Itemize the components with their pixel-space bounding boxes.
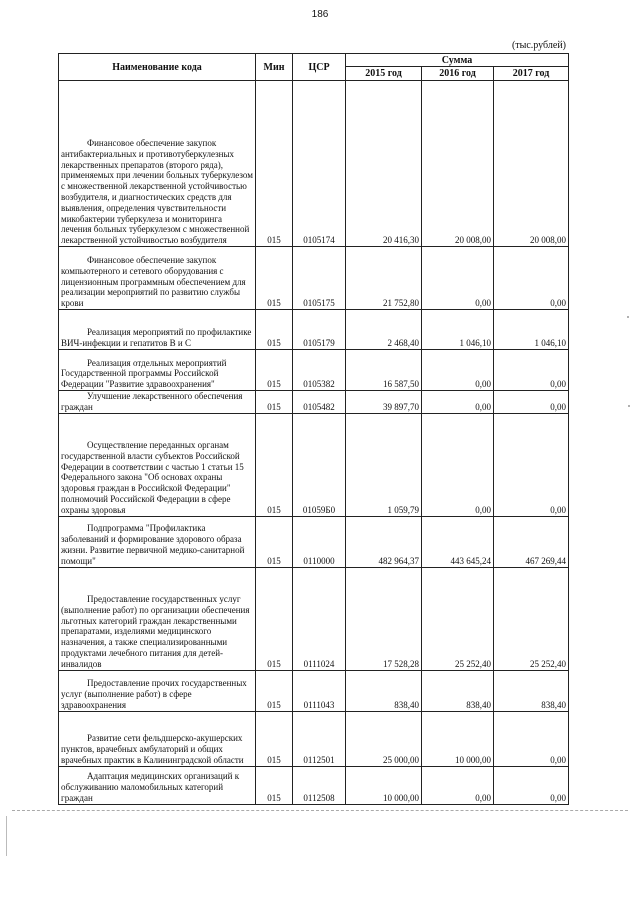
header-min: Мин <box>256 54 293 81</box>
row-sum-2015: 21 752,80 <box>346 247 422 310</box>
row-min: 015 <box>256 391 293 414</box>
row-min: 015 <box>256 516 293 567</box>
row-csr: 0105174 <box>293 81 346 247</box>
header-year-2017: 2017 год <box>494 67 569 81</box>
row-name: Подпрограмма "Профилактика заболеваний и формирование здорового образа жизни. Развитие первичной медико-санитарной помощи" <box>59 516 256 567</box>
row-sum-2016: 0,00 <box>422 350 494 391</box>
row-min: 015 <box>256 413 293 516</box>
row-sum-2017: 25 252,40 <box>494 567 569 670</box>
units-label: (тыс.рублей) <box>511 40 566 51</box>
row-sum-2015: 838,40 <box>346 670 422 711</box>
row-sum-2015: 10 000,00 <box>346 766 422 804</box>
row-min: 015 <box>256 81 293 247</box>
header-name: Наименование кода <box>59 54 256 81</box>
row-csr: 0105382 <box>293 350 346 391</box>
row-csr: 0112508 <box>293 766 346 804</box>
row-min: 015 <box>256 310 293 350</box>
row-sum-2017: 467 269,44 <box>494 516 569 567</box>
row-csr: 0110000 <box>293 516 346 567</box>
row-sum-2016: 1 046,10 <box>422 310 494 350</box>
row-sum-2016: 10 000,00 <box>422 711 494 766</box>
header-sum: Сумма <box>346 54 569 67</box>
budget-table <box>58 53 569 805</box>
row-name: Улучшение лекарственного обеспечения граждан <box>59 391 256 414</box>
table-row <box>59 391 569 414</box>
row-csr: 0105482 <box>293 391 346 414</box>
row-min: 015 <box>256 567 293 670</box>
scan-edge-mark <box>6 816 7 856</box>
page-number: 186 <box>311 9 329 20</box>
table-row <box>59 567 569 670</box>
row-sum-2015: 1 059,79 <box>346 413 422 516</box>
row-csr: 0105175 <box>293 247 346 310</box>
row-sum-2015: 16 587,50 <box>346 350 422 391</box>
row-min: 015 <box>256 350 293 391</box>
table-row <box>59 766 569 804</box>
row-name: Реализация отдельных мероприятий Государственной программы Российской Федерации "Развитие здравоохранения" <box>59 350 256 391</box>
scan-speck <box>628 405 630 407</box>
row-sum-2016: 0,00 <box>422 247 494 310</box>
table-row <box>59 310 569 350</box>
row-sum-2016: 25 252,40 <box>422 567 494 670</box>
row-csr: 0112501 <box>293 711 346 766</box>
row-sum-2015: 20 416,30 <box>346 81 422 247</box>
row-sum-2016: 0,00 <box>422 413 494 516</box>
row-csr: 0111043 <box>293 670 346 711</box>
row-name: Развитие сети фельдшерско-акушерских пунктов, врачебных амбулаторий и общих врачебных практик в Калининградской области <box>59 711 256 766</box>
page-fold-line <box>12 810 628 811</box>
row-sum-2017: 0,00 <box>494 766 569 804</box>
table-body <box>59 81 569 805</box>
row-name: Реализация мероприятий по профилактике ВИЧ-инфекции и гепатитов В и С <box>59 310 256 350</box>
table-row <box>59 670 569 711</box>
row-sum-2017: 0,00 <box>494 391 569 414</box>
row-sum-2015: 25 000,00 <box>346 711 422 766</box>
row-name: Финансовое обеспечение закупок компьютерного и сетевого оборудования с лицензионным программным обеспечением для реализации мероприятий по развитию службы крови <box>59 247 256 310</box>
row-sum-2017: 20 008,00 <box>494 81 569 247</box>
row-csr: 0105179 <box>293 310 346 350</box>
row-sum-2015: 482 964,37 <box>346 516 422 567</box>
scan-speck <box>627 316 629 318</box>
row-min: 015 <box>256 766 293 804</box>
row-sum-2017: 0,00 <box>494 413 569 516</box>
table-row <box>59 516 569 567</box>
row-sum-2016: 0,00 <box>422 766 494 804</box>
table-row <box>59 247 569 310</box>
row-sum-2017: 838,40 <box>494 670 569 711</box>
row-sum-2016: 838,40 <box>422 670 494 711</box>
row-sum-2017: 0,00 <box>494 711 569 766</box>
row-name: Предоставление прочих государственных услуг (выполнение работ) в сфере здравоохранения <box>59 670 256 711</box>
row-min: 015 <box>256 670 293 711</box>
row-sum-2017: 0,00 <box>494 350 569 391</box>
row-sum-2016: 443 645,24 <box>422 516 494 567</box>
row-name: Осуществление переданных органам государственной власти субъектов Российской Федерации в соответствии с частью 1 статьи 15 Федерального закона "Об основах охраны здоровья граждан в Российской Федерации" полномочий Российской Федерации в сфере охраны здоровья <box>59 413 256 516</box>
row-sum-2016: 0,00 <box>422 391 494 414</box>
table-row <box>59 711 569 766</box>
header-csr: ЦСР <box>293 54 346 81</box>
row-min: 015 <box>256 247 293 310</box>
row-name: Финансовое обеспечение закупок антибактериальных и противотуберкулезных лекарственных препаратов (второго ряда), применяемых при лечении больных туберкулезом с множественной лекарственной устойчивостью возбудителя, и диагностических средств для выявления, определения чувствительности микобактерии туберкулеза и мониторинга лечения больных туберкулезом с множественной лекарственной устойчивостью возбудителя <box>59 81 256 247</box>
row-name: Предоставление государственных услуг (выполнение работ) по организации обеспечения льготных категорий граждан лекарственными препаратами, изделиями медицинского назначения, а также специализированными продуктами лечебного питания для детей-инвалидов <box>59 567 256 670</box>
table-row <box>59 81 569 247</box>
header-year-2015: 2015 год <box>346 67 422 81</box>
row-csr: 01059Б0 <box>293 413 346 516</box>
row-sum-2017: 1 046,10 <box>494 310 569 350</box>
header-year-2016: 2016 год <box>422 67 494 81</box>
table-row <box>59 413 569 516</box>
row-min: 015 <box>256 711 293 766</box>
row-name: Адаптация медицинских организаций к обслуживанию маломобильных категорий граждан <box>59 766 256 804</box>
row-sum-2017: 0,00 <box>494 247 569 310</box>
row-sum-2015: 17 528,28 <box>346 567 422 670</box>
row-sum-2015: 39 897,70 <box>346 391 422 414</box>
row-sum-2016: 20 008,00 <box>422 81 494 247</box>
table-row <box>59 350 569 391</box>
row-sum-2015: 2 468,40 <box>346 310 422 350</box>
row-csr: 0111024 <box>293 567 346 670</box>
